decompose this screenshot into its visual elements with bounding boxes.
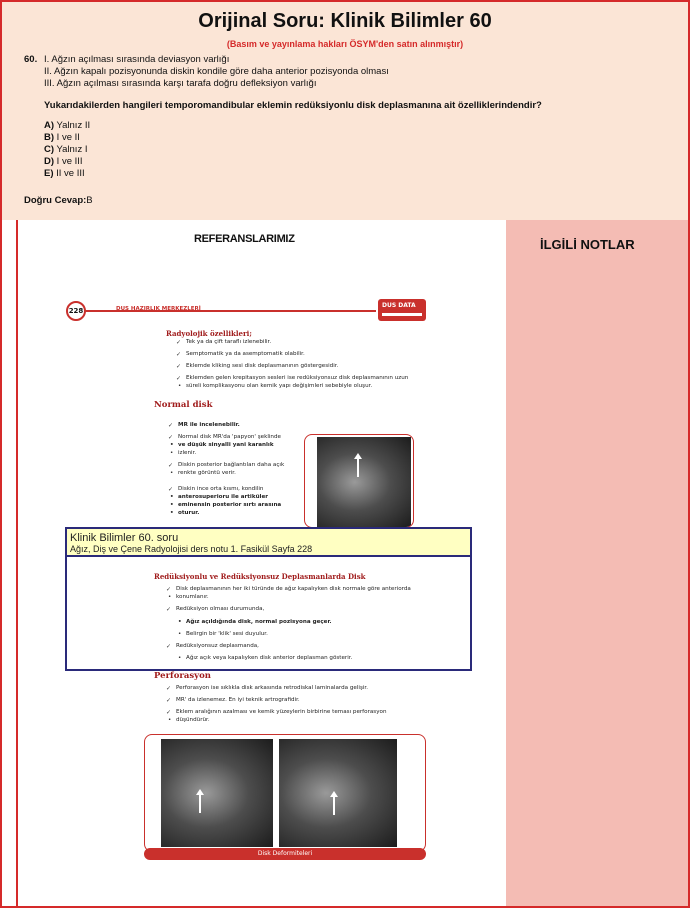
mri-image-frame [304, 434, 414, 528]
highlight-label [67, 529, 470, 557]
publisher-logo: DUS DATA [378, 299, 426, 321]
list-item-cont: • izlenir. [178, 450, 196, 457]
correct-answer: Doğru Cevap:B [24, 195, 93, 206]
list-item-cont: • anterosuperioru ile artiküler [178, 494, 268, 501]
section-heading: Perforasyon [154, 671, 211, 681]
list-item-cont: • ve düşük sinyalli yani karanlık [178, 442, 274, 449]
reference-highlight [65, 527, 472, 671]
list-item: • Belirgin bir 'klik' sesi duyulur. [186, 631, 268, 638]
option-c: C) Yalnız I [44, 144, 88, 155]
list-item: ✓ Diskin ince orta kısmı, kondilin [178, 486, 263, 493]
list-item: ✓ Eklem aralığının azalması ve kemik yüzeylerin birbirine teması perforasyon [176, 709, 387, 716]
list-item: ✓ Tek ya da çift taraflı izlenebilir. [186, 339, 271, 346]
list-item-cont: • oturur. [178, 510, 199, 517]
list-item-cont: • düşündürür. [176, 717, 210, 724]
list-item-cont: • renkte görüntü verir. [178, 470, 236, 477]
question-statement: II. Ağzın kapalı pozisyonunda diskin kondile göre daha anterior pozisyonda olması [44, 66, 389, 77]
list-item: ✓ Semptomatik ya da asemptomatik olabilir. [186, 351, 305, 358]
list-item-cont: • süreli komplikasyonu olan kemik yapı değişimleri sebebiyle oluşur. [186, 383, 372, 390]
list-item: • Ağız açıldığında disk, normal pozisyona geçer. [186, 619, 332, 626]
copyright-notice: (Basım ve yayınlama hakları ÖSYM'den satın alınmıştır) [226, 39, 464, 49]
list-item: ✓ Normal disk MR'da 'papyon' şeklinde [178, 434, 281, 441]
question-number: 60. [24, 54, 38, 65]
notes-heading: İLGİLİ NOTLAR [540, 237, 635, 252]
highlight-title: Klinik Bilimler 60. soru [70, 532, 179, 544]
section-heading: Redüksiyonlu ve Redüksiyonsuz Deplasmanlarda Disk [154, 572, 366, 581]
list-item: ✓ Eklemden gelen krepitasyon sesleri ise redüksiyonsuz disk deplasmanının uzun [186, 375, 408, 382]
option-a: A) Yalnız II [44, 120, 91, 131]
list-item: • Ağız açık veya kapalıyken disk anterior deplasman gösterir. [186, 655, 352, 662]
section-heading: Radyolojik özellikleri; [166, 329, 252, 338]
list-item: ✓ MR' da izlenemez. En iyi teknik artrografidir. [176, 697, 300, 704]
list-item-cont: • eminensin posterior sırtı arasına [178, 502, 281, 509]
mri-image [279, 739, 397, 847]
option-d: D) I ve III [44, 156, 83, 167]
section-heading: Normal disk [154, 400, 213, 410]
list-item: ✓ Diskin posterior bağlantıları daha açık [178, 462, 284, 469]
mri-image [317, 437, 411, 527]
list-item: ✓ Perforasyon ise sıklıkla disk arkasında retrodiskal laminalarda gelişir. [176, 685, 368, 692]
option-e: E) II ve III [44, 168, 85, 179]
mri-pair-frame [144, 734, 426, 852]
mri-image [161, 739, 273, 847]
list-item: ✓ Redüksiyonsuz deplasmanda, [176, 643, 259, 650]
page-number: 228 [66, 301, 86, 321]
page-title: Orijinal Soru: Klinik Bilimler 60 [198, 10, 492, 32]
list-item: ✓ MR ile incelenebilir. [178, 422, 240, 429]
book-header: DUS HAZIRLIK MERKEZLERİ [116, 306, 201, 312]
notes-column [506, 220, 688, 906]
arrow-icon [199, 791, 201, 813]
question-stem: Yukarıdakilerden hangileri temporomandibular eklemin redüksiyonlu disk deplasmanına ait özelliklerindendir? [44, 100, 542, 111]
highlight-source: Ağız, Diş ve Çene Radyolojisi ders notu 1. Fasikül Sayfa 228 [70, 544, 313, 554]
question-statement: III. Ağzın açılması sırasında karşı tarafa doğru defleksiyon varlığı [44, 78, 317, 89]
list-item: ✓ Eklemde kliking sesi disk deplasmanının göstergesidir. [186, 363, 338, 370]
question-statement: I. Ağzın açılması sırasında deviasyon varlığı [44, 54, 230, 65]
arrow-icon [333, 793, 335, 815]
list-item-cont: • konumlanır. [176, 594, 209, 601]
figure-caption: Disk Deformiteleri [144, 848, 426, 860]
list-item: ✓ Redüksiyon olması durumunda, [176, 606, 264, 613]
list-item: ✓ Disk deplasmanının her iki türünde de ağız kapalıyken disk normale göre anteriorda [176, 586, 411, 593]
option-b: B) I ve II [44, 132, 80, 143]
arrow-icon [357, 455, 359, 477]
references-heading: REFERANSLARIMIZ [194, 233, 295, 245]
